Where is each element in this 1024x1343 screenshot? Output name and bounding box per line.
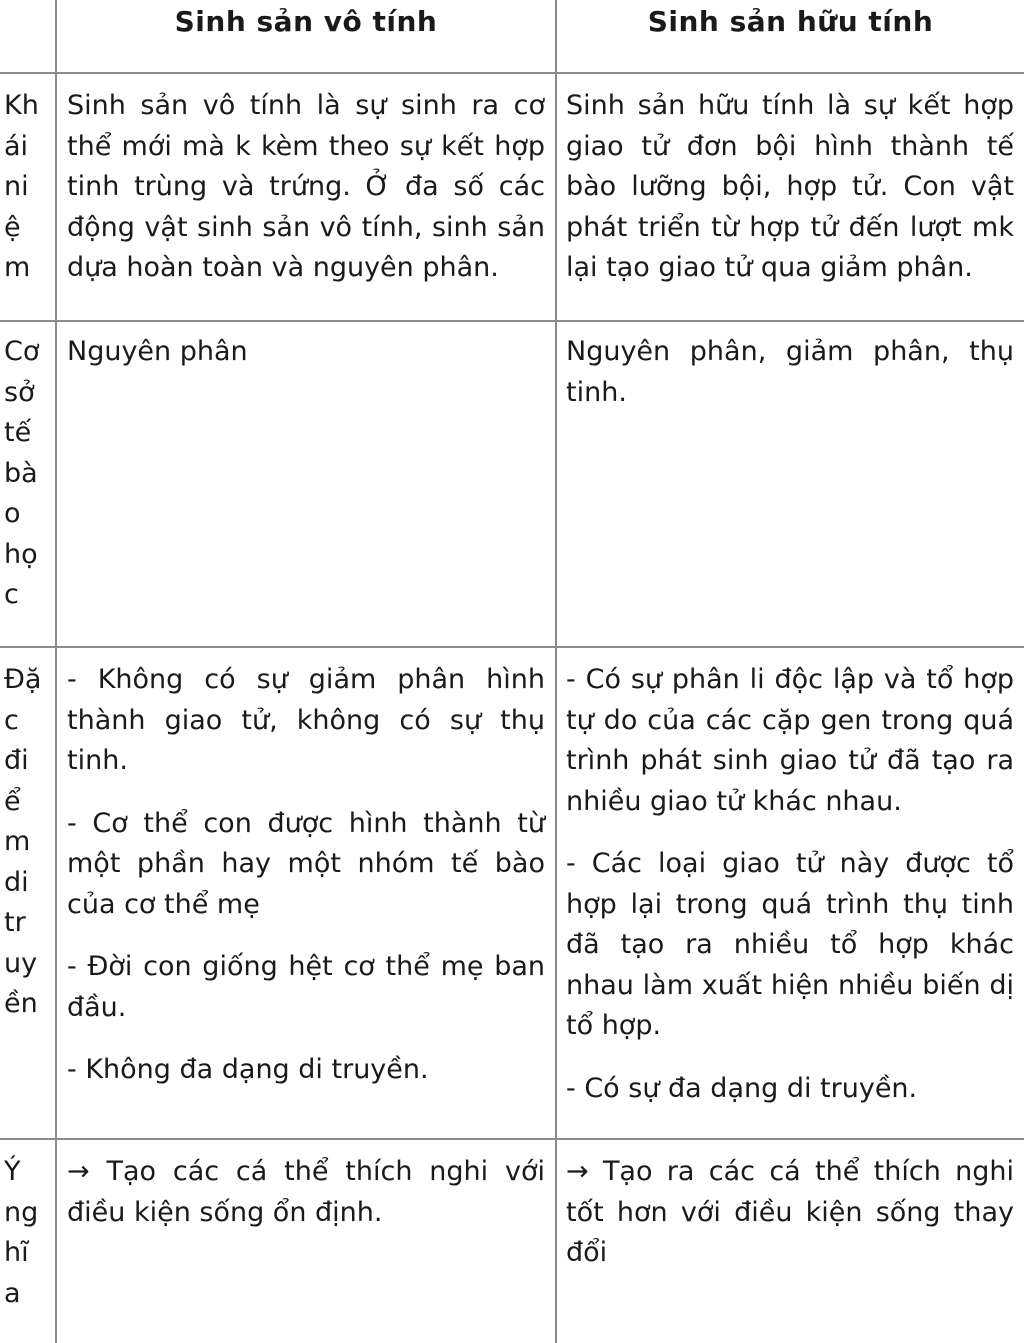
genetics-asexual-point: - Đời con giống hệt cơ thể mẹ ban đầu. — [67, 951, 545, 1023]
grid-line — [0, 1138, 1024, 1140]
significance-asexual-text: → Tạo các cá thể thích nghi với điều kiện sống ổn định. — [67, 1156, 545, 1228]
genetics-sexual-point: - Có sự phân li độc lập và tổ hợp tự do của các cặp gen trong quá trình phát sinh giao tử đã tạo ra nhiều giao tử khác nhau. — [566, 664, 1014, 817]
grid-line — [0, 72, 1024, 74]
concept-asexual — [67, 86, 545, 289]
cell-basis-sexual-text: Nguyên phân, giảm phân, thụ tinh. — [566, 336, 1014, 408]
concept-sexual-text: Sinh sản hữu tính là sự kết hợp giao tử đơn bội hình thành tế bào lưỡng bội, hợp tử. Con vật phát triển từ hợp tử đến lượt mk lại tạo giao tử qua giảm phân. — [566, 90, 1014, 283]
genetics-sexual — [566, 660, 1014, 1109]
concept-asexual-text: Sinh sản vô tính là sự sinh ra cơ thể mới mà k kèm theo sự kết hợp tinh trùng và trứng. Ở đa số các động vật sinh sản vô tính, sinh sản dựa hoàn toàn và nguyên phân. — [67, 90, 545, 283]
cell-basis-asexual-text: Nguyên phân — [67, 336, 248, 367]
genetics-asexual — [67, 660, 545, 1091]
grid-line — [0, 320, 1024, 322]
genetics-asexual-point: - Không đa dạng di truyền. — [67, 1054, 429, 1085]
row-label-significance: Ý ng hĩ a — [4, 1156, 39, 1309]
significance-sexual-text: → Tạo ra các cá thể thích nghi tốt hơn với điều kiện sống thay đổi — [566, 1156, 1014, 1268]
grid-line — [0, 646, 1024, 648]
significance-asexual — [67, 1152, 545, 1233]
row-label-cell-basis: Cơ sở tế bà o họ c — [4, 336, 40, 610]
genetics-sexual-point: - Có sự đa dạng di truyền. — [566, 1072, 918, 1104]
genetics-asexual-point: - Không có sự giảm phân hình thành giao tử, không có sự thụ tinh. — [67, 664, 545, 776]
cell-basis-asexual — [67, 332, 545, 373]
row-label-genetics: Đặ c đi ể m di tr uy ền — [4, 664, 42, 1019]
cell-basis-sexual — [566, 332, 1014, 413]
significance-sexual — [566, 1152, 1014, 1274]
header-sexual: Sinh sản hữu tính — [647, 5, 934, 38]
concept-sexual — [566, 86, 1014, 289]
grid-line — [555, 0, 557, 1343]
genetics-asexual-point: - Cơ thể con được hình thành từ một phần hay một nhóm tế bào của cơ thể mẹ — [67, 807, 545, 920]
header-empty — [0, 0, 55, 72]
row-label-concept: Kh ái ni ệ m — [4, 90, 39, 283]
header-asexual: Sinh sản vô tính — [174, 5, 438, 38]
genetics-sexual-point: - Các loại giao tử này được tổ hợp lại trong quá trình thụ tinh đã tạo ra nhiều tổ hợp khác nhau làm xuất hiện nhiều biến dị tổ hợp. — [566, 848, 1014, 1041]
grid-line — [55, 0, 57, 1343]
